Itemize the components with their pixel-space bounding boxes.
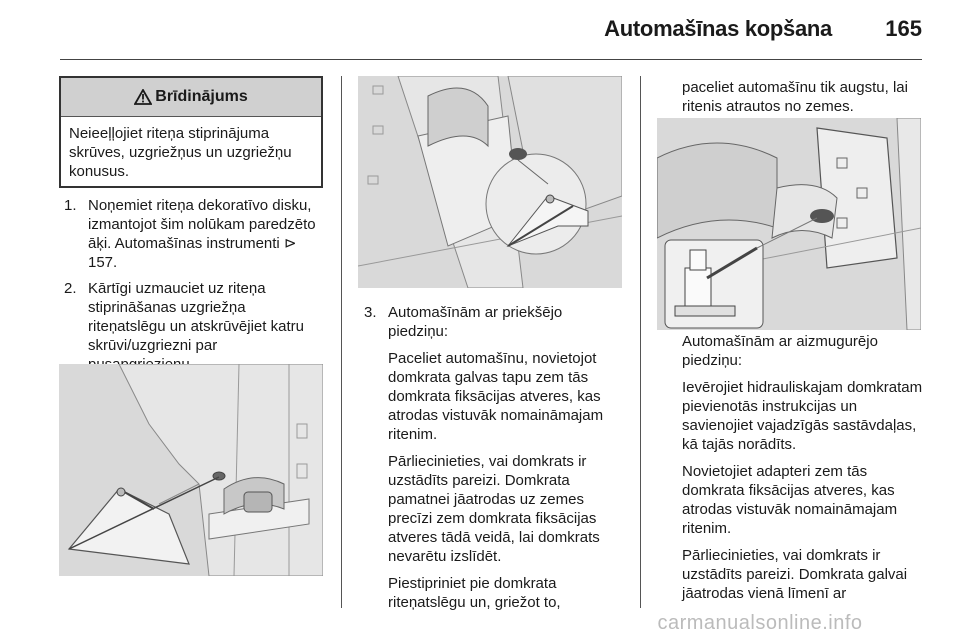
page-ref-icon: ⊳ <box>283 235 297 252</box>
header-divider <box>60 59 922 60</box>
rwd-jack-illustration <box>657 118 921 330</box>
jack-placement-illustration <box>59 364 323 576</box>
step-1 <box>64 196 326 272</box>
warning-title: Brīdinājums <box>155 88 248 105</box>
fwd-jack-illustration <box>358 76 622 288</box>
paragraph: Paceliet automašīnu, novietojot domkrata galvas tapu zem tās domkrata fiksācijas atveres, kas atrodas vistuvāk nomaināmajam ritenim. <box>388 350 604 443</box>
watermark: carmanualsonline.info <box>657 612 863 634</box>
paragraph: Novietojiet adapteri zem tās domkrata fiksācijas atveres, kas atrodas vistuvāk nomaināmajam ritenim. <box>682 463 898 537</box>
warning-header <box>61 78 321 117</box>
step-text: Noņemiet riteņa dekoratīvo disku, izmantojot šim nolūkam paredzēto āķi. Automašīnas instrumenti <box>88 197 316 252</box>
continuation-text: paceliet automašīnu tik augstu, lai ritenis atrautos no zemes. <box>682 79 908 115</box>
column-divider-1 <box>341 76 342 608</box>
step-text: Kārtīgi uzmauciet uz riteņa stiprināšanas uzgriežņa riteņatslēgu un atskrūvējiet katru skrūvi/uzgriezni par <box>88 280 304 354</box>
step-3 <box>364 303 626 341</box>
column-divider-2 <box>640 76 641 608</box>
figure-jack-under-sill <box>59 364 323 576</box>
page-number: 165 <box>885 16 922 41</box>
warning-box <box>59 76 323 188</box>
paragraph: Piestipriniet pie domkrata riteņatslēgu un, griežot to, <box>388 575 561 611</box>
paragraph: Automašīnām ar aizmugurējo piedziņu: <box>682 333 878 369</box>
step-2 <box>64 279 326 374</box>
steps-column-2 <box>364 303 626 612</box>
page-ref[interactable]: 157. <box>88 254 118 271</box>
figure-fwd-jack-point <box>358 76 622 288</box>
step-number: 1. <box>64 197 77 214</box>
step-number: 3. <box>364 304 377 321</box>
steps-column-1 <box>64 196 326 374</box>
step-number: 2. <box>64 280 77 297</box>
paragraph: Pārliecinieties, vai domkrats ir uzstādīts pareizi. Domkrata pamatnei jāatrodas uz zemes precīzi zem domkrata fiksācijas atveres tādā veidā, lai domkrats nevarētu izslīdēt. <box>388 453 600 565</box>
paragraph: Pārliecinieties, vai domkrats ir uzstādīts pareizi. Domkrata galvai jāatrodas vienā līmenī ar <box>682 547 908 602</box>
warning-triangle-icon <box>134 89 152 105</box>
figure-rwd-hydraulic-jack <box>657 118 921 330</box>
page-title: Automašīnas kopšana <box>604 16 832 41</box>
warning-text: Neieeļļojiet riteņa stiprinājuma skrūves, uzgriežņus un uzgriežņu konusus. <box>69 125 292 180</box>
paragraph: Ievērojiet hidrauliskajam domkratam pievienotās instrukcijas un savienojiet vajadzīgās sastāvdaļas, kā tajās norādīts. <box>682 379 923 453</box>
rwd-text <box>682 332 928 603</box>
step-text: Automašīnām ar priekšējo piedziņu: <box>388 304 563 340</box>
